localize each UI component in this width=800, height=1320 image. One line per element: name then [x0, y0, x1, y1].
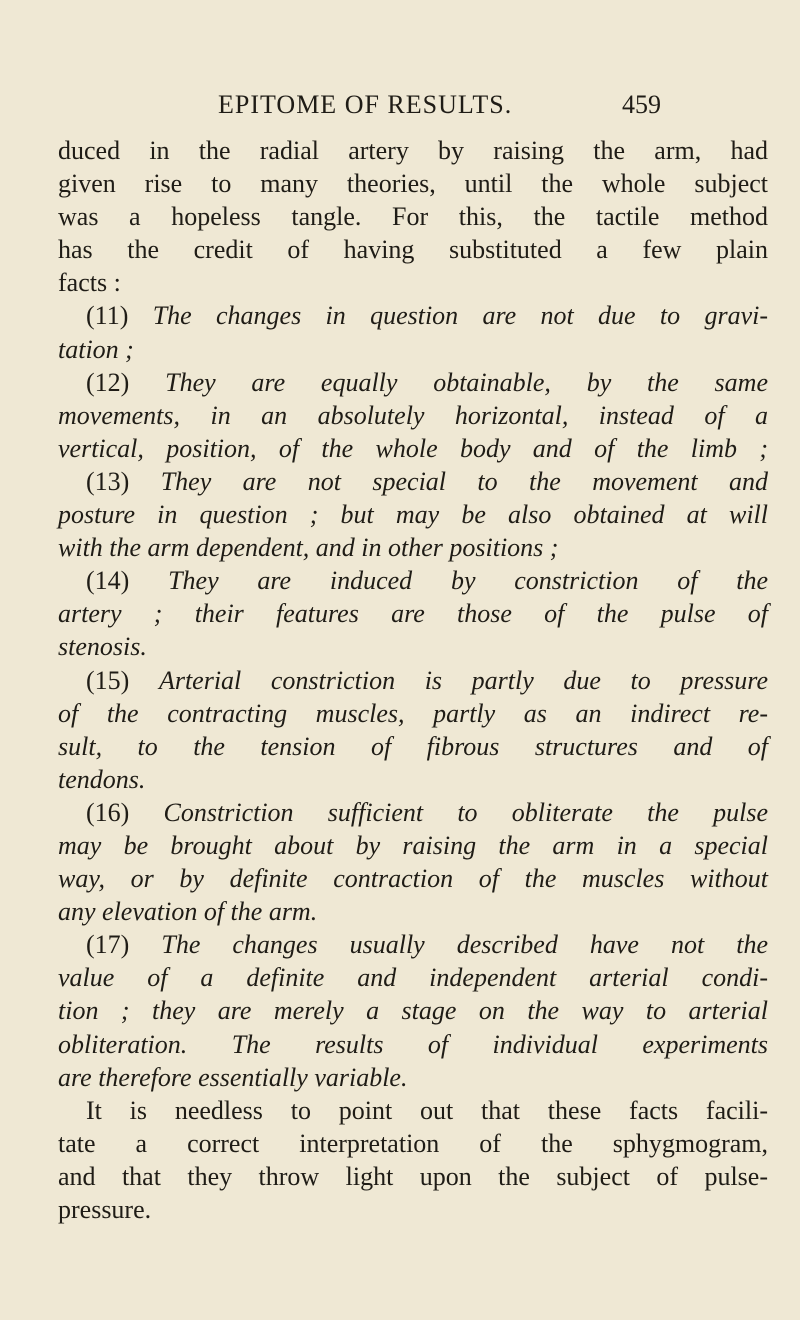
text-line — [58, 200, 768, 233]
roman-text: given rise to many theories, until the whole subject — [58, 169, 768, 199]
italic-text: way, or by definite contraction of the muscles without — [58, 864, 768, 894]
text-line — [58, 730, 768, 763]
roman-text: (16) — [86, 797, 164, 827]
italic-text: are therefore essentially variable. — [58, 1062, 408, 1092]
text-line — [58, 1094, 768, 1127]
text-line — [58, 266, 768, 299]
text-line — [58, 664, 768, 697]
roman-text: (14) — [86, 566, 169, 596]
text-line — [58, 862, 768, 895]
text-line — [58, 333, 768, 366]
italic-text: sult, to the tension of fibrous structures and of — [58, 731, 768, 761]
body-text — [58, 134, 768, 1226]
roman-text: and that they throw light upon the subject of pulse- — [58, 1161, 768, 1191]
italic-text: posture in question ; but may be also obtained at will — [58, 500, 768, 530]
running-head — [0, 90, 800, 130]
italic-text: vertical, position, of the whole body and of the limb ; — [58, 433, 768, 463]
italic-text: They are induced by constriction of the — [168, 566, 768, 596]
roman-text: (11) — [86, 301, 153, 331]
italic-text: artery ; their features are those of the pulse of — [58, 599, 768, 629]
italic-text: The changes usually described have not the — [161, 930, 768, 960]
text-line — [58, 895, 768, 928]
italic-text: tation ; — [58, 334, 134, 364]
text-line — [58, 366, 768, 399]
italic-text: The changes in question are not due to gravi- — [152, 301, 769, 331]
roman-text: (12) — [86, 367, 166, 397]
text-line — [58, 1160, 768, 1193]
italic-text: stenosis. — [58, 632, 147, 662]
roman-text: has the credit of having substituted a few plain — [58, 235, 768, 265]
text-line — [58, 399, 768, 432]
text-line — [58, 829, 768, 862]
text-line — [58, 432, 768, 465]
italic-text: any elevation of the arm. — [58, 897, 318, 927]
italic-text: with the arm dependent, and in other positions ; — [58, 533, 559, 563]
italic-text: tion ; they are merely a stage on the way to arterial — [58, 996, 768, 1026]
text-line — [58, 961, 768, 994]
text-line — [58, 1061, 768, 1094]
roman-text: (17) — [86, 930, 162, 960]
roman-text: was a hopeless tangle. For this, the tactile method — [58, 202, 768, 232]
italic-text: of the contracting muscles, partly as an indirect re- — [58, 698, 768, 728]
text-line — [58, 167, 768, 200]
text-line — [58, 299, 768, 332]
running-title: EPITOME OF RESULTS. — [218, 90, 513, 119]
roman-text: It is needless to point out that these facts facili- — [86, 1095, 768, 1125]
text-line — [58, 1193, 768, 1226]
roman-text: tate a correct interpretation of the sphygmogram, — [58, 1128, 768, 1158]
text-line — [58, 498, 768, 531]
italic-text: movements, in an absolutely horizontal, instead of a — [58, 400, 768, 430]
italic-text: They are not special to the movement and — [160, 466, 768, 496]
roman-text: facts : — [58, 268, 121, 298]
roman-text: (15) — [86, 665, 159, 695]
text-line — [58, 564, 768, 597]
roman-text: duced in the radial artery by raising the arm, had — [58, 136, 768, 165]
italic-text: may be brought about by raising the arm in a special — [58, 830, 768, 860]
italic-text: tendons. — [58, 764, 146, 794]
text-line — [58, 630, 768, 663]
text-line — [58, 1028, 768, 1061]
italic-text: obliteration. The results of individual experiments — [58, 1029, 768, 1059]
roman-text: pressure. — [58, 1195, 152, 1224]
page-number: 459 — [622, 90, 661, 119]
text-line — [58, 1127, 768, 1160]
italic-text: They are equally obtainable, by the same — [165, 367, 768, 397]
text-line — [58, 994, 768, 1027]
italic-text: Arterial constriction is partly due to pressure — [158, 665, 768, 695]
text-line — [58, 928, 768, 961]
italic-text: value of a definite and independent arterial condi- — [58, 963, 768, 993]
text-line — [58, 763, 768, 796]
text-line — [58, 796, 768, 829]
text-line — [58, 531, 768, 564]
text-line — [58, 597, 768, 630]
italic-text: Constriction sufficient to obliterate the pulse — [163, 797, 768, 827]
text-line — [58, 134, 768, 167]
text-line — [58, 233, 768, 266]
text-line — [58, 697, 768, 730]
text-line — [58, 465, 768, 498]
roman-text: (13) — [86, 466, 161, 496]
